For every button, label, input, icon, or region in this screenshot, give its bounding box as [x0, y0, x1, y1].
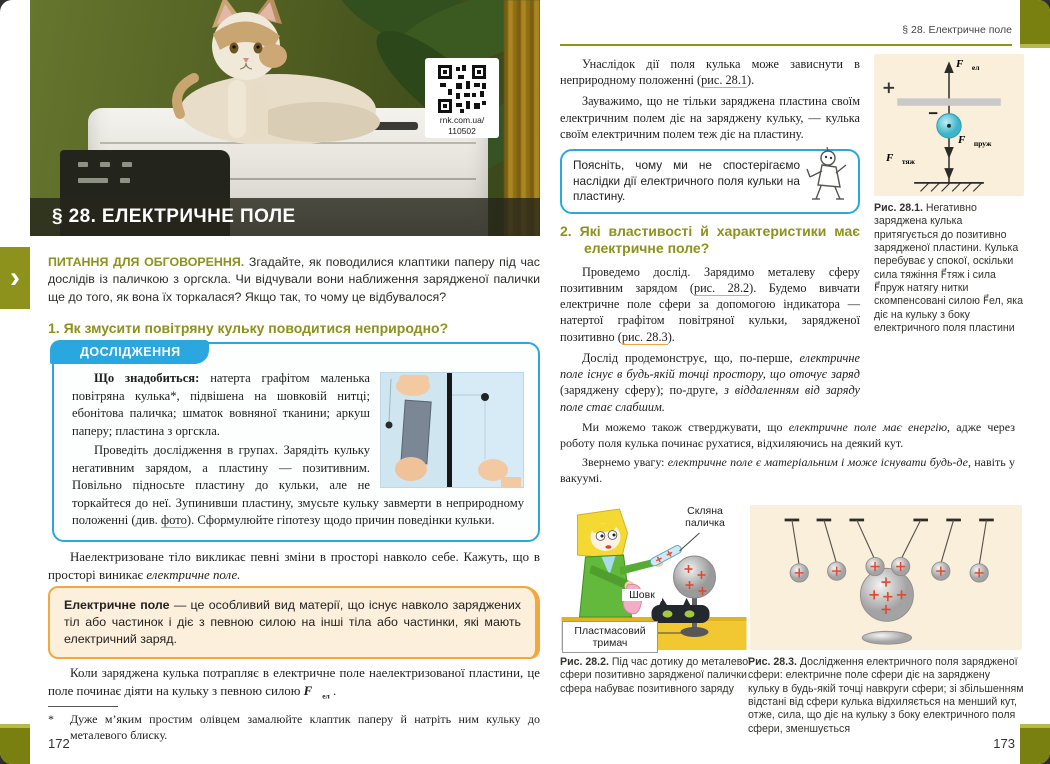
cat	[150, 0, 390, 144]
force-el-label: $F⃗_{ел}$	[956, 58, 980, 73]
fig-28-2-caption: Рис. 28.2. Під час дотику до металевої сфери позитивно зарядженої палички сфера набуває позитивного заряду	[560, 656, 752, 695]
fig-28-2-illustration	[560, 505, 748, 650]
field-intro-text: Наелектризоване тіло викликає певні зміни в просторі навколо себе. Кажуть, що в просторі виникає	[48, 550, 540, 583]
question-box	[560, 149, 860, 214]
chapter-title: § 28. ЕЛЕКТРИЧНЕ ПОЛЕ	[52, 206, 296, 227]
chapter-title-bar	[30, 198, 540, 236]
section-2-heading: 2. Які властивості й характеристики має електричне поле?	[560, 222, 860, 257]
force-text-a: Коли заряджена кулька потрапляє в електричне поле наелектризованої пластини, це поле починає діяти на кульку з певною силою	[48, 666, 540, 699]
experiment-photo	[380, 372, 524, 488]
definition-text: — це особливий вид матерії, що існує навколо заряджених тіл або частинок і діє з певною силою на інші тіла або частинки, які мають електричний заряд.	[64, 598, 521, 647]
fig-28-3-diagram	[754, 509, 1018, 646]
footnote-rule	[48, 706, 118, 707]
chapter-photo	[30, 0, 540, 236]
margin-chevron-tab	[0, 247, 30, 309]
qr-code-link[interactable]	[425, 58, 499, 138]
section-1-heading: 1. Як змусити повітряну кульку поводитися неприродно?	[48, 320, 449, 336]
experiment-steps-b: ). Сформулюйте гіпотезу щодо причин поведінки кульки.	[186, 513, 495, 527]
field-intro-paragraph	[48, 548, 540, 584]
fig-28-2-reference[interactable]: рис. 28.2	[693, 281, 750, 295]
footnote-text: Дуже м’яким простим олівцем замалюйте клаптик паперу й натріть ним кульку до металевого блиску.	[70, 712, 540, 742]
experiment-box-tab: ДОСЛІДЖЕННЯ	[50, 340, 209, 364]
corner-mark-right	[1020, 724, 1050, 764]
force-pruzh-label: $F⃗_{пруж}$	[958, 134, 992, 149]
plastic-holder-label: Пластмасовий тримач	[562, 621, 658, 653]
qr-url-line1: rnk.com.ua/	[439, 115, 485, 125]
discussion-paragraph	[48, 254, 540, 306]
discussion-label: ПИТАННЯ ДЛЯ ОБГОВОРЕННЯ.	[48, 255, 245, 269]
qr-url-line2: 110502	[448, 125, 476, 136]
fig-28-1-caption: Рис. 28.1. Негативно заряджена кулька притягується до позитивно зарядженої пластини. Кулька перебуває у спокої, оскільки сила тяжіння F⃗тяж і сила F⃗пруж натягу нитки скомпенсовані силою F⃗ел, яка діє на кульку з боку електричного поля пластини	[874, 202, 1024, 335]
paragraph-experiment-sphere: Проведемо дослід. Зарядимо металеву сферу позитивним зарядом (рис. 28.2). Будемо вивчати електричне поле сфери за допомогою індикатора — натертої графітом повітряної кульки, зарядженої позитивно (рис. 28.3).	[560, 264, 861, 344]
fig-28-1-panel	[874, 54, 1024, 196]
corner-mark-left	[0, 724, 30, 764]
footnote-mark: *	[48, 712, 54, 726]
force-tiazh-label: $F⃗_{тяж}$	[886, 152, 915, 167]
paragraph-mutual-action: Зауважимо, що не тільки заряджена пластина своїм електричним полем діє на заряджену кульку, — кулька своїм електричним полем теж діє на пластину.	[560, 94, 860, 141]
force-text-b: .	[329, 684, 337, 699]
page-number-right: 173	[993, 736, 1015, 751]
fig-28-3-panel	[750, 505, 1022, 650]
definition-box	[48, 586, 540, 659]
robot-doodle-icon	[800, 147, 852, 203]
footnote	[48, 712, 540, 744]
experiment-box	[52, 342, 540, 542]
right-main-column	[560, 56, 860, 420]
header-rule	[560, 44, 1012, 46]
force-formula: $F⃗_{ел}$	[303, 684, 330, 701]
experiment-needed-text: натерта графітом маленька повітряна кулька*, підвішена на шовковій нитці; ебонітова паличка; шматок вовняної тканини; аркуш паперу; пластина з оргскла.	[72, 371, 370, 438]
paragraph-field-everywhere: Дослід продемонструє, що, по-перше, електричне поле існує в будь-якій точці простору, що оточує заряд (заряджену сферу); по-друге, з віддаленням від заряду поле стає слабшим.	[560, 350, 860, 414]
fig-28-3-caption: Рис. 28.3. Дослідження електричного поля зарядженої сфери: електричне поле сфери діє на заряджену кульку в будь-якій точці навкруги сфери; зі збільшенням відстані від сфери кулька відхиляється на менший кут, отже, сила, що діє на кульку з боку електричного поля сфери, зменшується	[748, 656, 1024, 735]
photo-reference-link[interactable]: фото	[160, 513, 187, 527]
running-header: § 28. Електричне поле	[902, 24, 1012, 36]
fig-28-1-reference[interactable]: рис. 28.1	[701, 73, 747, 88]
discussion-text: Згадайте, як поводилися клаптики паперу під час дослідів із паличкою з оргскла. Чи відчували вони наближення зарядженої палички ще до того, як вона їх торкалася? Якщо так, то чому це відбувалося?	[48, 255, 541, 304]
fig-28-1-diagram	[874, 58, 1024, 200]
fig-28-3-reference[interactable]: рис. 28.3	[621, 329, 668, 344]
chevron-icon: ›	[10, 261, 20, 294]
force-paragraph	[48, 664, 540, 702]
corner-mark-top-right	[1020, 0, 1050, 48]
qr-code	[436, 63, 488, 115]
silk-label: Шовк	[622, 589, 662, 601]
experiment-needed-lead: Що знадобиться:	[94, 371, 200, 385]
field-intro-italic: електричне поле.	[146, 568, 241, 583]
paragraph-field-energy: Ми можемо також стверджувати, що електричне поле має енергію, адже через роботу поля кулька починає рухатися, відхиляючись на деякий кут.	[560, 420, 1016, 450]
right-wide-column	[560, 420, 1015, 490]
glass-rod-label: Скляна паличка	[685, 505, 725, 530]
experiment-steps-a: Проведіть дослідження в групах. Зарядіть кульку негативним зарядом, а пластину — позитивним. Повільно підносьте пластину до кульки, але не торкайтеся до неї. Зупинивши пластину, змусьте кульку завмерти в неприродному положенні (див.	[72, 443, 524, 527]
definition-term: Електричне поле	[64, 598, 170, 612]
paragraph-hover-ball: Унаслідок дії поля кулька може зависнути в неприродному положенні (рис. 28.1).	[560, 57, 860, 88]
paragraph-field-material: Звернемо увагу: електричне поле є матеріальним і може існувати будь-де, навіть у вакуумі.	[560, 455, 1015, 485]
page-number-left: 172	[48, 736, 70, 751]
question-text: Поясніть, чому ми не спостерігаємо наслідки дії електричного поля кульки на пластину.	[573, 158, 800, 204]
